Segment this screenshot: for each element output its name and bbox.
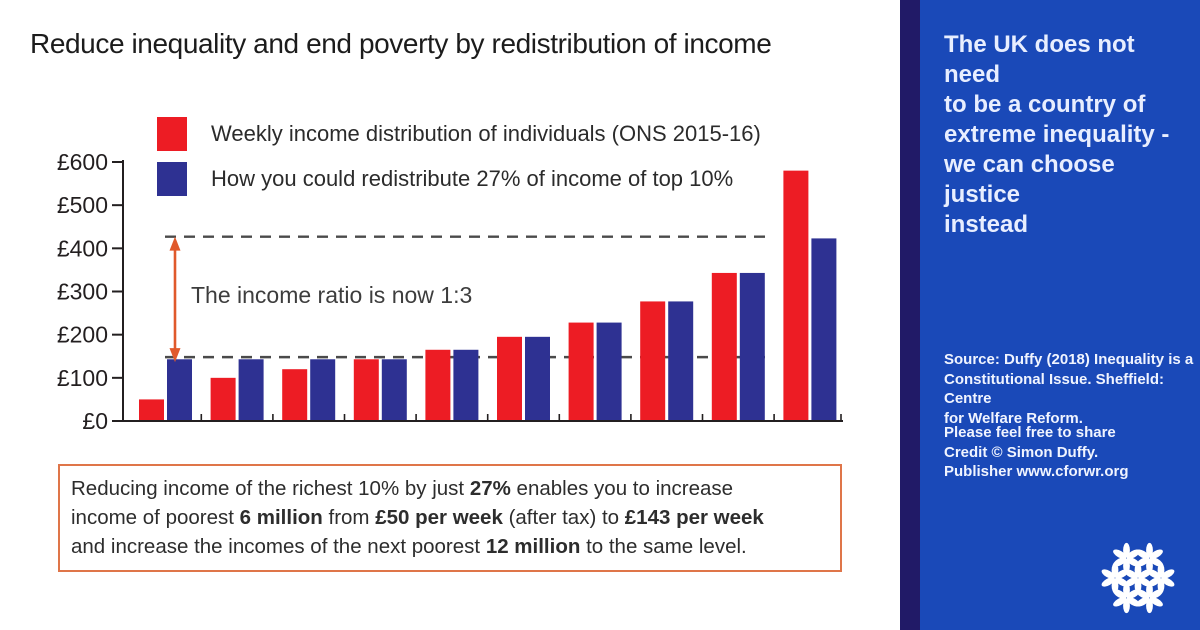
sidebar-panel [920, 0, 1200, 630]
chart-legend [157, 117, 761, 207]
legend-label-redistributed-income: How you could redistribute 27% of income of top 10% [211, 166, 734, 191]
svg-text:£200: £200 [56, 321, 108, 348]
flower-logo-icon [1098, 538, 1178, 618]
legend-label-current-income: Weekly income distribution of individuals (ONS 2015-16) [211, 121, 761, 146]
svg-text:£100: £100 [56, 364, 108, 391]
legend-item-redistributed-income [157, 162, 761, 196]
sidebar-accent-strip [900, 0, 920, 630]
page-title: Reduce inequality and end poverty by redistribution of income [30, 28, 772, 59]
sidebar-headline: The UK does not need to be a country of extreme inequality - we can choose justice instead [944, 31, 1170, 238]
svg-text:£500: £500 [56, 192, 108, 219]
svg-text:£300: £300 [56, 278, 108, 305]
share-credit: Please feel free to share Credit © Simon Duffy. Publisher www.cforwr.org [944, 424, 1129, 480]
svg-text:£0: £0 [82, 408, 108, 434]
summary-note-box: Reducing income of the richest 10% by just 27% enables you to increase income of poorest 6 million from £50 per week (after tax) to £143 per week and increase the incomes of the next poorest 12 million to the same level. [58, 464, 842, 572]
svg-text:The income ratio is now 1:3: The income ratio is now 1:3 [191, 282, 473, 308]
legend-swatch-red [157, 117, 187, 151]
legend-swatch-blue [157, 162, 187, 196]
svg-text:£400: £400 [56, 235, 108, 262]
svg-text:£600: £600 [56, 149, 108, 175]
source-citation: Source: Duffy (2018) Inequality is a Constitutional Issue. Sheffield: Centre for Welfare Reform. [944, 351, 1194, 427]
legend-item-current-income [157, 117, 761, 151]
